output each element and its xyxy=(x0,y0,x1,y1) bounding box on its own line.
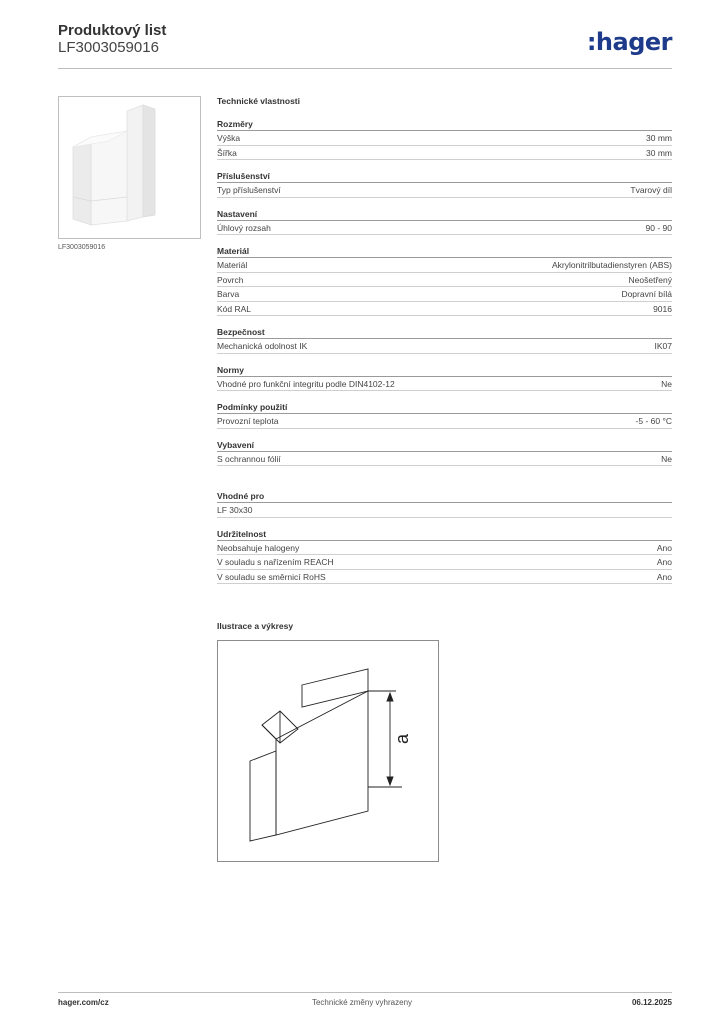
spec-key: V souladu se směrnicí RoHS xyxy=(217,571,326,582)
spec-value: 30 mm xyxy=(646,147,672,158)
spec-key: Neobsahuje halogeny xyxy=(217,542,300,553)
spec-key: Kód RAL xyxy=(217,303,252,314)
product-code: LF3003059016 xyxy=(58,39,159,56)
spec-key: Mechanická odolnost IK xyxy=(217,341,308,351)
section-rozmery xyxy=(217,118,672,160)
spacer xyxy=(217,466,672,480)
logo-prefix: : xyxy=(586,28,596,56)
spec-key: Povrch xyxy=(217,274,244,285)
spec-row xyxy=(217,377,672,392)
spec-heading: Technické vlastnosti xyxy=(217,96,300,106)
section-vybaveni xyxy=(217,439,672,467)
corner-drawing-icon xyxy=(218,641,438,861)
section-title: Normy xyxy=(217,364,672,377)
spec-value: Ano xyxy=(656,571,672,582)
section-title: Rozměry xyxy=(217,118,672,131)
section-prislusenstvi xyxy=(217,170,672,198)
section-title: Bezpečnost xyxy=(217,326,672,339)
spec-value: Ne xyxy=(661,453,672,464)
section-title: Nastavení xyxy=(217,208,672,221)
spec-value: 30 mm xyxy=(646,133,672,143)
spec-value: IK07 xyxy=(654,341,672,351)
technical-drawing xyxy=(217,640,439,862)
section-normy xyxy=(217,364,672,392)
spec-value: Ano xyxy=(656,542,672,553)
dimension-label: a xyxy=(392,733,412,745)
section-material xyxy=(217,245,672,316)
spec-row xyxy=(217,221,672,236)
spec-row xyxy=(217,452,672,467)
section-title: Vybavení xyxy=(217,439,672,452)
product-photo-caption: LF3003059016 xyxy=(58,244,106,251)
spec-value: Dopravní bílá xyxy=(621,289,672,299)
footer-divider xyxy=(58,992,672,993)
spec-row xyxy=(217,183,672,198)
spec-value: -5 - 60 °C xyxy=(635,416,672,426)
header-title: Produktový list xyxy=(58,22,167,39)
spec-value: Tvarový díl xyxy=(630,185,672,195)
footer-date: 06.12.2025 xyxy=(631,998,672,1007)
spec-key: V souladu s nařízením REACH xyxy=(217,557,334,567)
spec-key: Typ příslušenství xyxy=(217,185,281,195)
spec-row xyxy=(217,414,672,429)
header-divider xyxy=(58,68,672,69)
section-nastaveni xyxy=(217,208,672,236)
spec-key: Vhodné pro funkční integritu podle DIN4102-12 xyxy=(217,378,395,389)
product-corner-photo-icon xyxy=(59,97,200,238)
spec-value: 9016 xyxy=(653,303,672,314)
spec-row xyxy=(217,131,672,146)
spec-table xyxy=(217,94,672,584)
footer-website-link[interactable]: hager.com/cz xyxy=(58,998,109,1007)
section-title: Materiál xyxy=(217,245,672,258)
hager-logo[interactable] xyxy=(587,28,672,56)
spec-value: 90 - 90 xyxy=(645,222,672,233)
illustration-title: Ilustrace a výkresy xyxy=(217,621,294,631)
section-bezpecnost xyxy=(217,326,672,354)
spec-value: Ano xyxy=(656,557,672,567)
spec-value: Akrylonitrilbutadienstyren (ABS) xyxy=(552,260,672,270)
product-photo xyxy=(58,96,201,239)
spec-value: Neošetřený xyxy=(628,274,672,285)
section-title: Vhodné pro xyxy=(217,490,672,503)
spec-key: S ochrannou fólií xyxy=(217,453,281,464)
section-vhodne-pro xyxy=(217,490,672,518)
spec-key: Materiál xyxy=(217,260,248,270)
section-podminky xyxy=(217,401,672,429)
spec-key: Šířka xyxy=(217,147,237,158)
spec-key: Výška xyxy=(217,133,241,143)
section-udrzitelnost xyxy=(217,528,672,585)
spec-key: Barva xyxy=(217,289,240,299)
spec-key: Úhlový rozsah xyxy=(217,222,271,233)
footer-notice: Technické změny vyhrazeny xyxy=(311,998,413,1007)
section-title: Podmínky použití xyxy=(217,401,672,414)
spec-row xyxy=(217,570,672,585)
spec-row xyxy=(217,273,672,288)
spec-row xyxy=(217,146,672,161)
spec-row xyxy=(217,302,672,317)
spec-row xyxy=(217,503,672,518)
spec-row xyxy=(217,339,672,354)
section-title: Příslušenství xyxy=(217,170,672,183)
spec-row xyxy=(217,287,672,302)
section-title: Udržitelnost xyxy=(217,528,672,541)
spec-row xyxy=(217,555,672,570)
spec-row xyxy=(217,541,672,556)
logo-text: hager xyxy=(595,28,672,56)
spec-row xyxy=(217,258,672,273)
spec-key: Provozní teplota xyxy=(217,416,279,426)
spec-value: Ne xyxy=(661,378,672,389)
spec-key: LF 30x30 xyxy=(217,505,253,515)
